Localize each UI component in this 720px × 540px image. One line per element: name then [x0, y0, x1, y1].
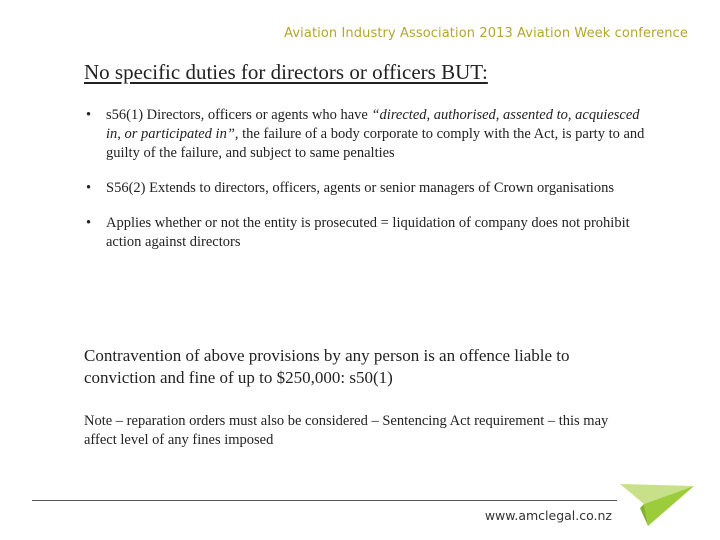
bullet-text: S56(2) Extends to directors, officers, agents or senior managers of Crown organisations [106, 180, 615, 196]
conference-header: Aviation Industry Association 2013 Aviation Week conference [284, 26, 688, 41]
contravention-paragraph: Contravention of above provisions by any person is an offence liable to conviction and fine of up to $250,000: s50(1) [84, 346, 570, 387]
reparation-note: Note – reparation orders must also be considered – Sentencing Act requirement – this may affect level of any fines imposed [84, 413, 609, 448]
footer-url: www.amclegal.co.nz [484, 508, 612, 523]
bullet-tail-text: , the failure of a body corporate to comply with the Act, is party to and guilty of the failure, and subject to same penalties [106, 126, 645, 161]
bullet-item-s56-2 [86, 179, 646, 198]
bullet-marker: • [86, 215, 92, 231]
slide-title: No specific duties for directors or officers BUT: [84, 60, 488, 84]
bullet-quoted-text: “directed, authorised, assented to, acquiesced in, or participated in” [106, 107, 640, 142]
bullet-marker: • [86, 107, 92, 123]
bullet-text [106, 107, 644, 161]
bullet-item-prosecution [86, 214, 646, 252]
footer-divider [32, 500, 617, 501]
bullet-marker: • [86, 180, 92, 196]
bullet-text: Applies whether or not the entity is prosecuted = liquidation of company does not prohibit action against directors [106, 215, 630, 250]
bullet-list [86, 106, 646, 268]
bullet-lead-text: s56(1) Directors, officers or agents who have [106, 107, 372, 123]
bullet-item-s56-1 [86, 106, 646, 163]
paper-plane-logo-icon [618, 478, 696, 528]
